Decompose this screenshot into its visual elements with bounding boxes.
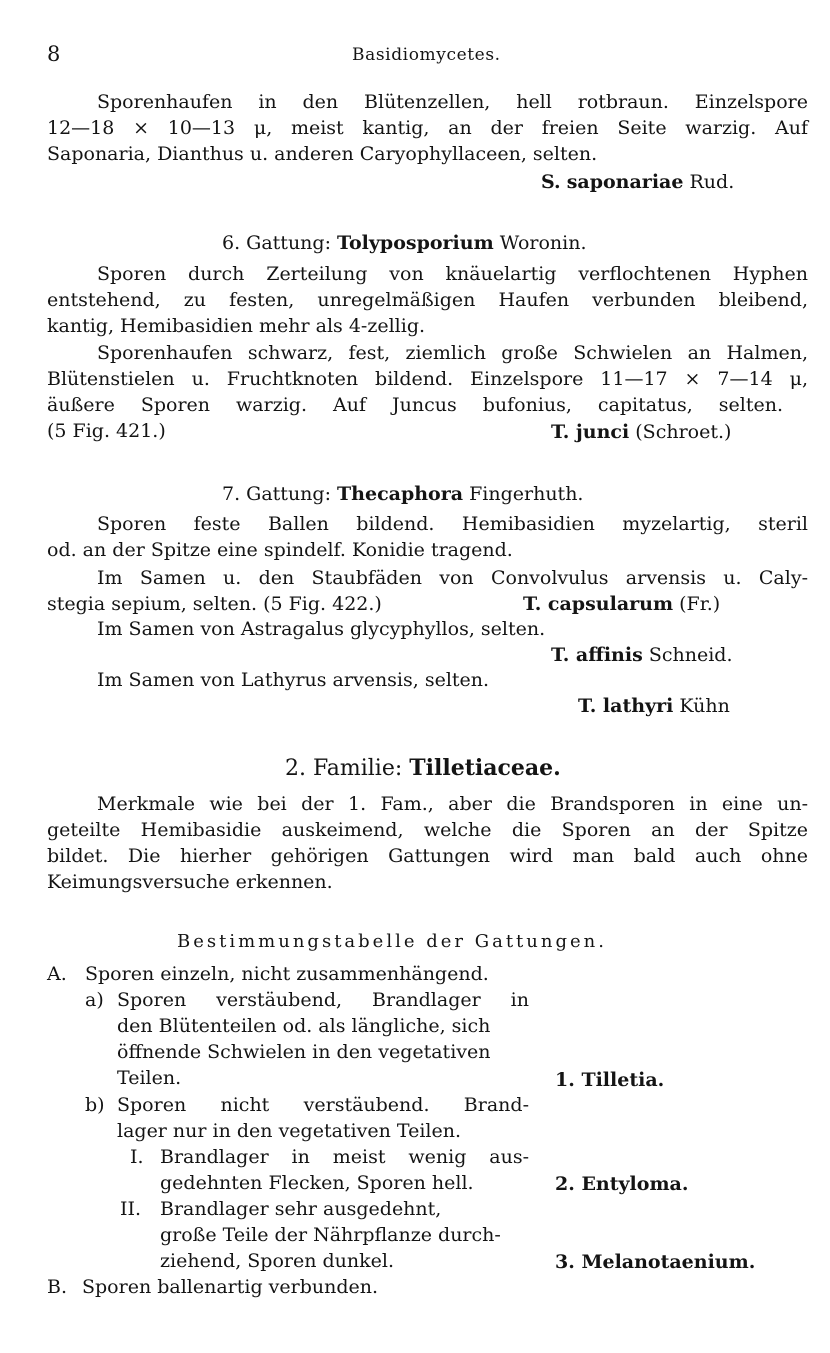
key-text: lager nur in den vegetativen Teilen.: [117, 1120, 461, 1142]
paragraph-line: Im Samen u. den Staubfäden von Convolvulus arvensis u. Caly-: [97, 567, 808, 589]
species-name: T. capsularum (Fr.): [523, 593, 721, 615]
species-name: T. junci (Schroet.): [551, 421, 732, 443]
key-label: A.: [47, 963, 67, 985]
paragraph-line: stegia sepium, selten. (5 Fig. 422.): [47, 593, 382, 615]
paragraph-line: kantig, Hemibasidien mehr als 4-zellig.: [47, 315, 426, 337]
key-text: Sporen einzeln, nicht zusammenhängend.: [85, 963, 489, 985]
genus-heading: 7. Gattung: Thecaphora Fingerhuth.: [222, 483, 584, 505]
paragraph-line: äußere Sporen warzig. Auf Juncus bufonius, capitatus, selten.: [47, 394, 783, 416]
species-name: S. saponariae Rud.: [541, 171, 735, 193]
key-text: öffnende Schwielen in den vegetativen: [117, 1041, 491, 1063]
paragraph-line: entstehend, zu festen, unregelmäßigen Haufen verbunden bleibend,: [47, 289, 808, 311]
paragraph-line: Blütenstielen u. Fruchtknoten bildend. Einzelspore 11—17 × 7—14 μ,: [47, 368, 808, 390]
key-label: II.: [120, 1198, 142, 1220]
figure-reference: (5 Fig. 421.): [47, 420, 166, 442]
key-text: große Teile der Nährpflanze durch-: [160, 1224, 501, 1246]
paragraph-line: od. an der Spitze eine spindelf. Konidie tragend.: [47, 539, 513, 561]
paragraph-line: 12—18 × 10—13 μ, meist kantig, an der freien Seite warzig. Auf: [47, 117, 808, 139]
running-title: Basidiomycetes.: [352, 45, 501, 65]
paragraph-line: bildet. Die hierher gehörigen Gattungen wird man bald auch ohne: [47, 845, 808, 867]
key-text: Sporen verstäubend, Brandlager in: [117, 989, 529, 1011]
key-label: I.: [130, 1146, 144, 1168]
key-text: ziehend, Sporen dunkel.: [160, 1250, 395, 1272]
species-name: T. lathyri Kühn: [578, 695, 730, 717]
key-result: 2. Entyloma.: [555, 1173, 689, 1195]
key-label: b): [85, 1094, 105, 1116]
paragraph-line: Im Samen von Lathyrus arvensis, selten.: [97, 669, 490, 691]
page-number: 8: [47, 42, 61, 66]
paragraph-line: Merkmale wie bei der 1. Fam., aber die Brandsporen in eine un-: [97, 793, 808, 815]
key-text: den Blütenteilen od. als längliche, sich: [117, 1015, 491, 1037]
genus-heading: 6. Gattung: Tolyposporium Woronin.: [222, 232, 587, 254]
species-name: T. affinis Schneid.: [551, 644, 733, 666]
key-table-title: Bestimmungstabelle der Gattungen.: [177, 931, 607, 952]
key-text: Teilen.: [117, 1067, 182, 1089]
key-text: Brandlager in meist wenig aus-: [160, 1146, 529, 1168]
key-label: B.: [47, 1276, 68, 1298]
key-result: 1. Tilletia.: [555, 1069, 665, 1091]
paragraph-line: Sporen feste Ballen bildend. Hemibasidien myzelartig, steril: [97, 513, 808, 535]
key-label: a): [85, 989, 104, 1011]
family-heading: 2. Familie: Tilletiaceae.: [285, 755, 561, 781]
paragraph-line: Im Samen von Astragalus glycyphyllos, selten.: [97, 618, 546, 640]
paragraph-line: Sporenhaufen in den Blütenzellen, hell rotbraun. Einzelspore: [97, 91, 808, 113]
paragraph-line: Keimungsversuche erkennen.: [47, 871, 333, 893]
key-text: Sporen nicht verstäubend. Brand-: [117, 1094, 529, 1116]
key-result: 3. Melanotaenium.: [555, 1251, 756, 1273]
key-text: gedehnten Flecken, Sporen hell.: [160, 1172, 474, 1194]
paragraph-line: Sporenhaufen schwarz, fest, ziemlich große Schwielen an Halmen,: [97, 342, 808, 364]
key-text: Brandlager sehr ausgedehnt,: [160, 1198, 442, 1220]
paragraph-line: geteilte Hemibasidie auskeimend, welche die Sporen an der Spitze: [47, 819, 808, 841]
paragraph-line: Saponaria, Dianthus u. anderen Caryophyllaceen, selten.: [47, 143, 598, 165]
key-text: Sporen ballenartig verbunden.: [82, 1276, 379, 1298]
paragraph-line: Sporen durch Zerteilung von knäuelartig verflochtenen Hyphen: [97, 263, 808, 285]
